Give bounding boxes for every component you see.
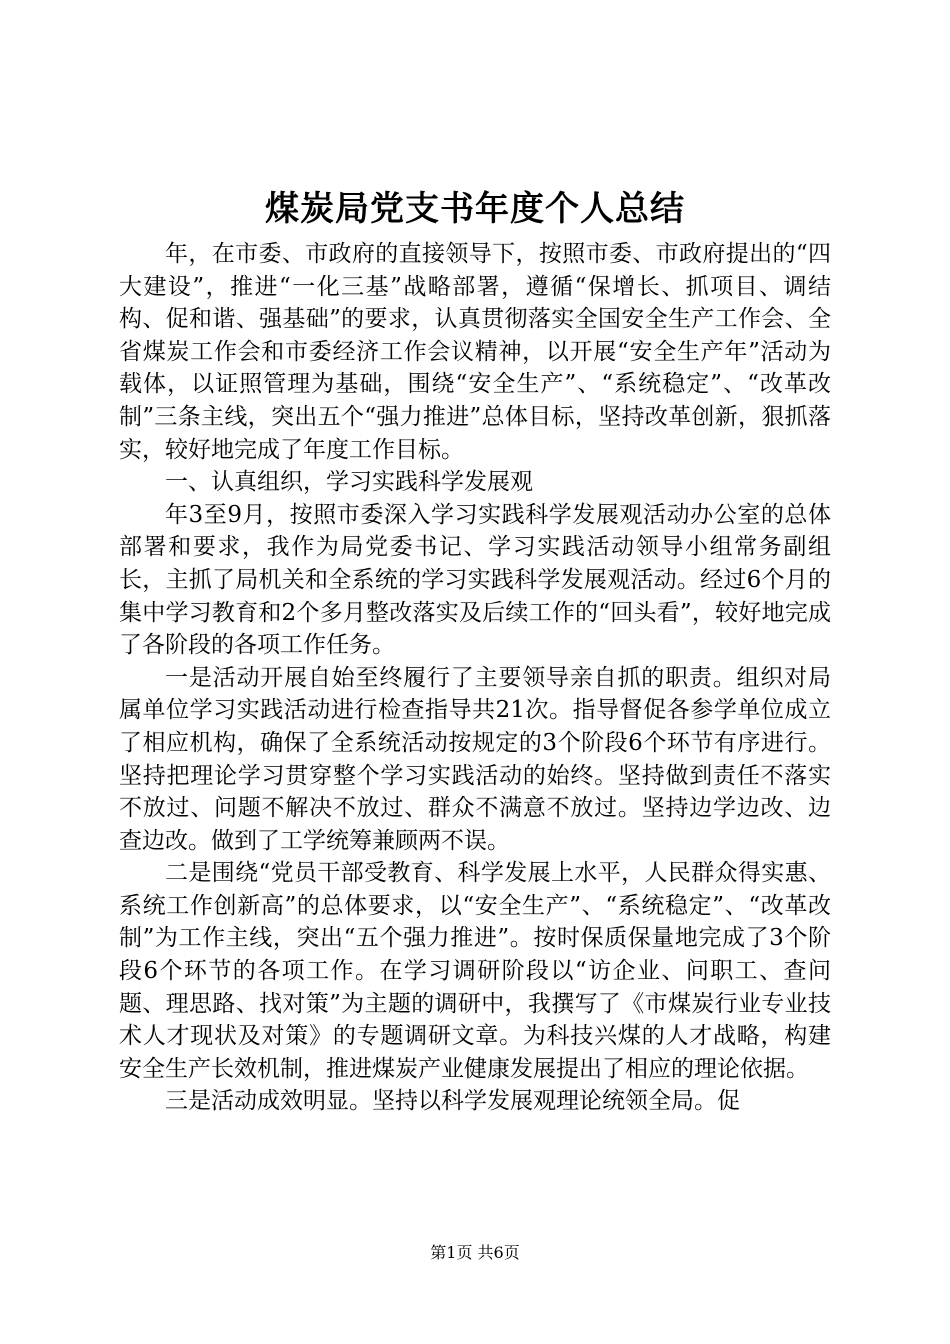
section-heading: 一、认真组织，学习实践科学发展观: [165, 469, 533, 496]
paragraph-intro: 年，在市委、市政府的直接领导下，按照市委、市政府提出的“四大建设”，推进“一化三基”战略部署，遵循“保增长、抓项目、调结构、促和谐、强基础”的要求，认真贯彻落实全国安全生产工作会、全省煤炭工作会和市委经济工作会议精神，以开展“安全生产年”活动为载体，以证照管理为基础，围绕“安全生产”、“系统稳定”、“改革改制”三条主线，突出五个“强力推进”总体目标，坚持改革创新，狠抓落实，较好地完成了年度工作目标。: [119, 241, 831, 463]
paragraph-point-one: 一是活动开展自始至终履行了主要领导亲自抓的职责。组织对局属单位学习实践活动进行检查指导共21次。指导督促各参学单位成立了相应机构，确保了全系统活动按规定的3个阶段6个环节有序进行。坚持把理论学习贯穿整个学习实践活动的始终。坚持做到责任不落实不放过、问题不解决不放过、群众不满意不放过。坚持边学边改、边查边改。做到了工学统筹兼顾两不误。: [119, 664, 831, 854]
paragraph-point-two: 二是围绕“党员干部受教育、科学发展上水平，人民群众得实惠、系统工作创新高”的总体要求，以“安全生产”、“系统稳定”、“改革改制”为工作主线，突出“五个强力推进”。按时保质保量地完成了3个阶段6个环节的各项工作。在学习调研阶段以“访企业、问职工、查问题、理思路、找对策”为主题的调研中，我撰写了《市煤炭行业专业技术人才现状及对策》的专题调研文章。为科技兴煤的人才战略，构建安全生产长效机制，推进煤炭产业健康发展提出了相应的理论依据。: [119, 860, 831, 1082]
paragraph-study-activity: 年3至9月，按照市委深入学习实践科学发展观活动办公室的总体部署和要求，我作为局党委书记、学习实践活动领导小组常务副组长，主抓了局机关和全系统的学习实践科学发展观活动。经过6个月的集中学习教育和2个多月整改落实及后续工作的“回头看”，较好地完成了各阶段的各项工作任务。: [119, 501, 831, 659]
page-number: 第1页 共6页: [430, 1243, 520, 1262]
document-title: 煤炭局党支书年度个人总结: [265, 189, 685, 229]
paragraph-point-three: 三是活动成效明显。坚持以科学发展观理论统领全局。促: [165, 1088, 740, 1115]
document-body: [119, 238, 831, 1118]
